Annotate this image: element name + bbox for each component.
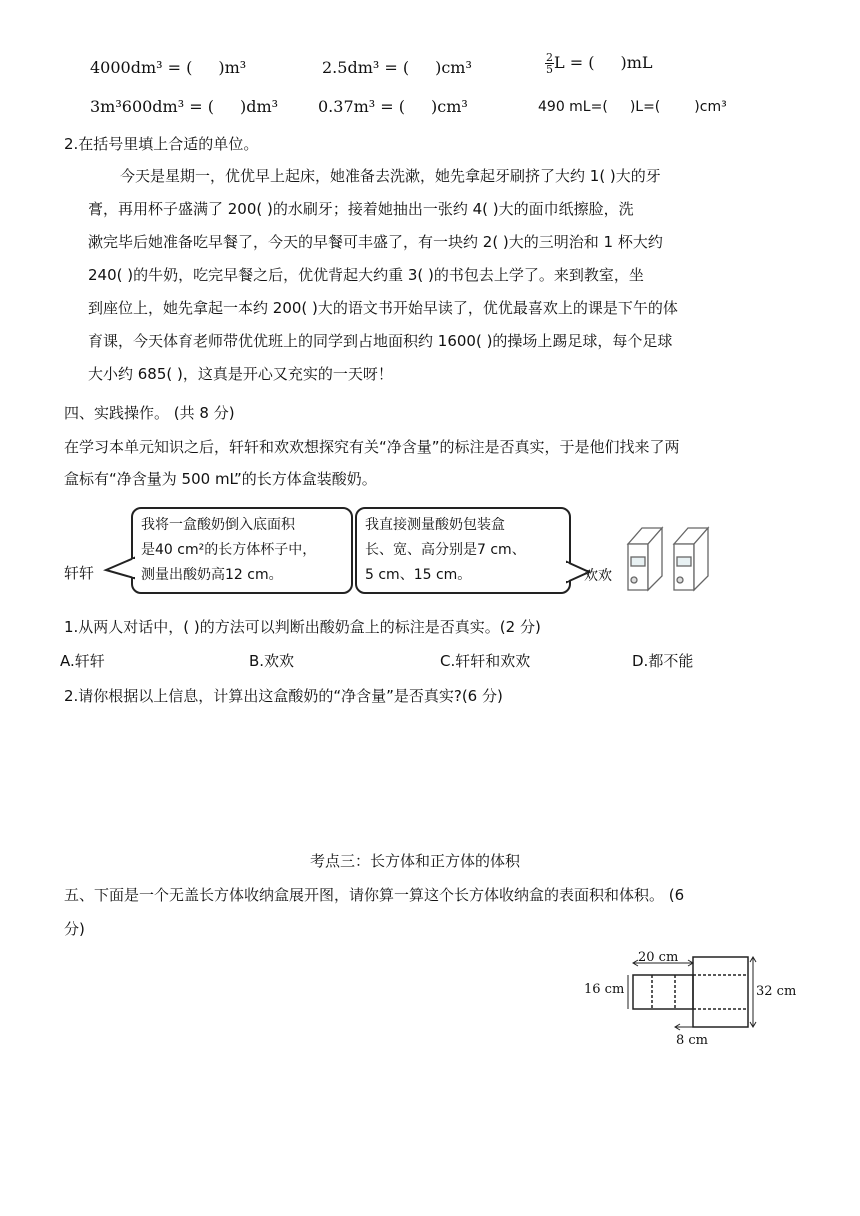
topic-heading: 考点三：长方体和正方体的体积 bbox=[310, 852, 521, 870]
conversion-1-left: 4000dm³ = ( bbox=[90, 58, 193, 77]
dim-bottom-label: 8 cm bbox=[676, 1033, 709, 1048]
speaker-xuanxuan: 轩轩 bbox=[64, 564, 95, 582]
option-d: D.都不能 bbox=[632, 652, 694, 670]
paragraph-line: 漱完毕后她准备吃早餐了，今天的早餐可丰盛了，有一块约 2( )大的三明治和 1 杯大约 bbox=[88, 233, 663, 251]
dim-left-label: 16 cm bbox=[584, 982, 625, 997]
option-a: A.轩轩 bbox=[60, 652, 105, 670]
paragraph-line: 膏，再用杯子盛满了 200( )的水刷牙；接着她抽出一张约 4( )大的面巾纸擦脸，洗 bbox=[88, 200, 634, 218]
conversion-4: 3m³600dm³ = ( )dm³ bbox=[90, 97, 279, 116]
paragraph-line: 到座位上，她先拿起一本约 200( )大的语文书开始早读了，优优最喜欢上的课是下午的体 bbox=[88, 299, 678, 317]
dim-top-label: 20 cm bbox=[638, 950, 679, 965]
speaker-huanhuan: 欢欢 bbox=[584, 568, 612, 584]
section5-line-2: 分) bbox=[64, 920, 85, 938]
conversion-3-right: )mL bbox=[620, 53, 653, 72]
dim-right-label: 32 cm bbox=[756, 984, 797, 999]
bubble-tail-left bbox=[102, 556, 136, 582]
speech-bubble-xuanxuan: 我将一盒酸奶倒入底面积 是40 cm²的长方体杯子中， 测量出酸奶高12 cm。 bbox=[131, 507, 353, 594]
section4-intro-2: 盒标有“净含量为 500 mL”的长方体盒装酸奶。 bbox=[64, 470, 377, 488]
section2-heading: 2.在括号里填上合适的单位。 bbox=[64, 135, 259, 153]
section5-line-1: 五、下面是一个无盖长方体收纳盒展开图，请你算一算这个长方体收纳盒的表面积和体积。 (6 bbox=[64, 886, 685, 904]
paragraph-line: 大小约 685( )，这真是开心又充实的一天呀！ bbox=[88, 365, 393, 383]
section4-heading: 四、实践操作。 (共 8 分) bbox=[64, 404, 235, 422]
conversion-2-left: 2.5dm³ = ( bbox=[322, 58, 410, 77]
option-c: C.轩轩和欢欢 bbox=[440, 652, 531, 670]
option-b: B.欢欢 bbox=[249, 652, 295, 670]
conversion-6: 490 mL=( )L=( )cm³ bbox=[538, 99, 727, 115]
section4-intro-1: 在学习本单元知识之后，轩轩和欢欢想探究有关“净含量”的标注是否真实，于是他们找来了两 bbox=[64, 438, 680, 456]
conversion-2-right: )cm³ bbox=[435, 58, 472, 77]
paragraph-line: 今天是星期一，优优早上起床，她准备去洗漱，她先拿起牙刷挤了大约 1( )大的牙 bbox=[120, 167, 661, 185]
question-2: 2.请你根据以上信息，计算出这盒酸奶的“净含量”是否真实?(6 分) bbox=[64, 687, 503, 705]
paragraph-line: 240( )的牛奶，吃完早餐之后，优优背起大约重 3( )的书包去上学了。来到教室，坐 bbox=[88, 266, 644, 284]
conversion-1-right: )m³ bbox=[218, 58, 247, 77]
section2-paragraph bbox=[88, 160, 678, 391]
yogurt-carton-icon bbox=[622, 522, 732, 594]
fraction: $\frac{2}{5}$ bbox=[546, 51, 553, 76]
conversion-3 bbox=[545, 52, 653, 75]
conversion-2 bbox=[322, 58, 472, 77]
question-1: 1.从两人对话中，( )的方法可以判断出酸奶盒上的标注是否真实。(2 分) bbox=[64, 618, 541, 636]
paragraph-line: 育课，今天体育老师带优优班上的同学到占地面积约 1600( )的操场上踢足球，每个足球 bbox=[88, 332, 673, 350]
conversion-3-left: L = ( bbox=[554, 53, 595, 72]
conversion-5: 0.37m³ = ( )cm³ bbox=[318, 97, 468, 116]
conversion-1 bbox=[90, 58, 246, 77]
speech-bubble-huanhuan: 我直接测量酸奶包装盒 长、宽、高分别是7 cm、 5 cm、15 cm。 bbox=[355, 507, 571, 594]
